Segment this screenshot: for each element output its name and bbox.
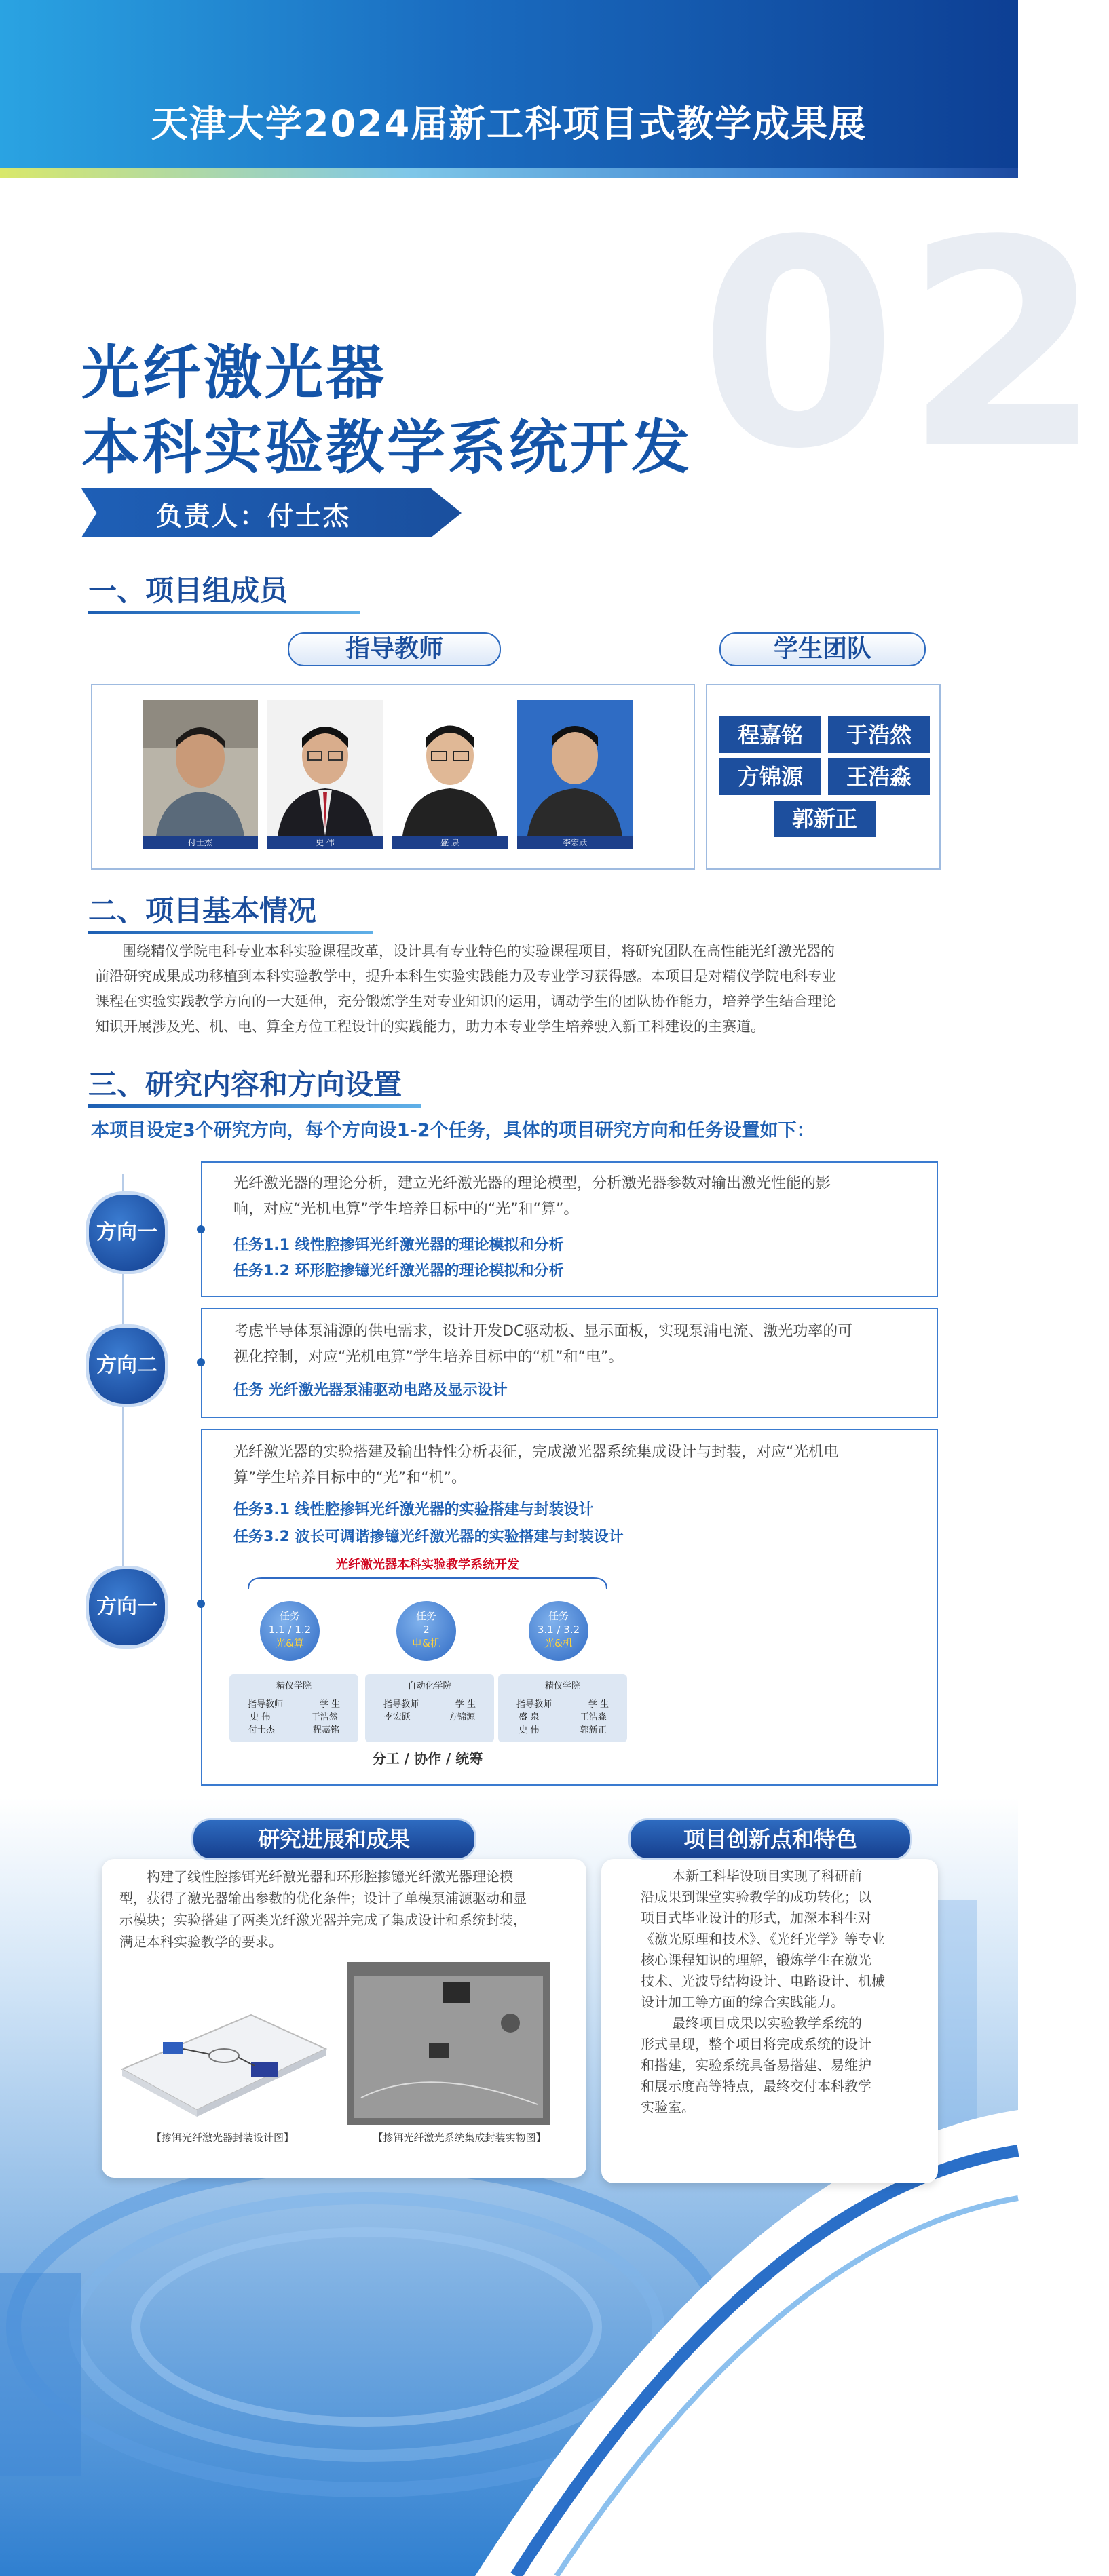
teacher-photo [143,700,258,849]
section2-line: 围绕精仪学院电科专业本科实验课程改革，设计具有专业特色的实验课程项目，将研究团队在高性能光纤激光器的 [122,943,835,959]
innovation-line: 技术、光波导结构设计、电路设计、机械 [641,1973,885,1989]
direction-desc-line: 光纤激光器的理论分析，建立光纤激光器的理论模型，分析激光器参数对输出激光性能的影 [233,1175,831,1192]
teacher-name: 史 伟 [267,836,383,849]
direction-desc [233,1319,852,1370]
task-node-number: 3.1 / 3.2 [537,1623,580,1636]
section2-line: 知识开展涉及光、机、电、算全方位工程设计的实践能力，助力本专业学生培养驶入新工科建设的主赛道。 [95,1018,765,1035]
student-badge: 于浩然 [828,716,930,753]
section3-underline [88,1104,421,1108]
innovation-line: 设计加工等方面的综合实践能力。 [641,1994,844,2010]
direction-desc-line: 考虑半导体泵浦源的供电需求，设计开发DC驱动板、显示面板，实现泵浦电流、激光功率的可 [233,1323,853,1340]
project-title-line1: 光纤激光器 [81,339,387,407]
task-node-tag: 光&机 [544,1637,573,1649]
task-item: 任务1.1 线性腔掺铒光纤激光器的理论模拟和分析 [233,1237,564,1254]
figure-caption-1: 【掺铒光纤激光器封装设计图】 [151,2132,294,2144]
teacher-photo [517,700,633,849]
team-member: 史 伟 [250,1712,271,1723]
team-card [229,1674,358,1742]
innovation-body [641,1866,933,2118]
laser-system-photo [347,1962,550,2125]
project-owner: 负责人：付士杰 [156,501,352,531]
task-item: 任务 光纤激光器泵浦驱动电路及显示设计 [233,1382,508,1399]
innovation-line: 和搭建，实验系统具备易搭建、易维护 [641,2057,871,2073]
team-member: 程嘉铭 [312,1725,339,1735]
diagram-brace [244,1571,611,1592]
project-number: 02 [699,180,1109,512]
direction-desc-line: 响，对应“光机电算”学生培养目标中的“光”和“算”。 [233,1201,579,1218]
teachers-label: 指导教师 [288,632,501,666]
teacher-name: 付士杰 [143,836,258,849]
section2-body [95,939,957,1039]
section3-heading: 三、研究内容和方向设置 [88,1068,402,1101]
section2-line: 前沿研究成果成功移植到本科实验教学中，提升本科生实验实践能力及专业学习获得感。本项目是对精仪学院电科专业 [95,968,836,984]
team-member: 王浩淼 [580,1712,607,1723]
progress-line: 构建了线性腔掺铒光纤激光器和环形腔掺镱光纤激光器理论模 [147,1868,513,1885]
task-node-tag: 电&机 [412,1637,440,1649]
students-label: 学生团队 [719,632,926,666]
header-banner [0,0,1018,178]
task-item: 任务3.1 线性腔掺铒光纤激光器的实验搭建与封装设计 [233,1501,594,1518]
teacher-portrait-image [143,700,258,836]
team-college: 精仪学院 [544,1681,580,1691]
teacher-portrait-image [267,700,383,836]
teacher-name: 盛 泉 [392,836,508,849]
student-badge: 方锦源 [719,758,821,795]
task-node-label: 任务 [548,1610,569,1622]
figure-caption-2: 【掺铒光纤激光系统集成封装实物图】 [373,2132,546,2144]
task-node [260,1601,320,1661]
task-node-tag: 光&算 [276,1637,304,1649]
innovation-line: 本新工科毕设项目实现了科研前 [672,1868,862,1884]
team-member: 史 伟 [519,1725,540,1735]
direction-desc-line: 算”学生培养目标中的“光”和“机”。 [233,1469,466,1486]
team-member: 盛 泉 [519,1712,540,1723]
team-member: 于浩然 [311,1712,338,1723]
task-node-label: 任务 [279,1610,300,1622]
team-college: 精仪学院 [276,1681,312,1691]
innovation-line: 《激光原理和技术》、《光纤光学》等专业 [641,1931,885,1947]
team-member: 李宏跃 [383,1712,411,1723]
student-badge: 王浩淼 [828,758,930,795]
innovation-line: 项目式毕业设计的形式，加深本科生对 [641,1910,871,1926]
direction-dot [197,1225,205,1233]
progress-line: 满足本科实验教学的要求。 [119,1934,282,1950]
task-node [529,1601,588,1661]
progress-body [119,1866,581,1953]
innovation-heading: 项目创新点和特色 [628,1818,912,1860]
team-member: 郭新正 [580,1725,607,1735]
innovation-line: 沿成果到课堂实验教学的成功转化；以 [641,1889,871,1905]
section2-heading: 二、项目基本情况 [88,894,317,927]
task-node-number: 1.1 / 1.2 [268,1623,312,1636]
direction-desc [233,1171,831,1223]
team-col-head: 学 生 [588,1699,609,1710]
header-stripe [0,168,1018,178]
team-col-head: 指导教师 [516,1699,552,1710]
team-member: 方锦源 [448,1712,475,1723]
teacher-name: 李宏跃 [517,836,633,849]
section1-underline [88,611,360,614]
section3-intro: 本项目设定3个研究方向，每个方向设1-2个任务，具体的项目研究方向和任务设置如下： [91,1120,815,1141]
task-item: 任务3.2 波长可调谐掺镱光纤激光器的实验搭建与封装设计 [233,1529,624,1545]
team-col-head: 指导教师 [247,1699,283,1710]
diagram-title: 光纤激光器本科实验教学系统开发 [336,1558,519,1572]
progress-line: 示模块；实验搭建了两类光纤激光器并完成了集成设计和系统封装， [119,1912,527,1928]
team-card [498,1674,627,1742]
direction-desc-line: 光纤激光器的实验搭建及输出特性分析表征，完成激光器系统集成设计与封装，对应“光机电 [233,1444,839,1461]
direction-dot [197,1600,205,1608]
project-title-line2: 本科实验教学系统开发 [81,414,692,482]
team-college: 自动化学院 [407,1681,452,1691]
team-member: 付士杰 [248,1725,275,1735]
teacher-portrait-image [517,700,633,836]
team-col-head: 指导教师 [383,1699,419,1710]
innovation-line: 和展示度高等特点，最终交付本科教学 [641,2078,871,2094]
task-node-label: 任务 [415,1610,436,1622]
laser-package-design-image [109,1967,333,2123]
progress-heading: 研究进展和成果 [191,1818,476,1860]
progress-line: 型，获得了激光器输出参数的优化条件；设计了单模泵浦源驱动和显 [119,1890,527,1906]
direction-desc [233,1440,838,1491]
innovation-line: 实验室。 [641,2099,695,2115]
section2-underline [88,931,373,934]
diagram-footer: 分工 / 协作 / 统筹 [372,1750,483,1767]
task-item: 任务1.2 环形腔掺镱光纤激光器的理论模拟和分析 [233,1263,564,1280]
teacher-photo [267,700,383,849]
section2-line: 课程在实验实践教学方向的一大延伸，充分锻炼学生对专业知识的运用，调动学生的团队协作能力，培养学生结合理论 [95,993,836,1010]
exhibition-title: 天津大学2024届新工科项目式教学成果展 [151,102,867,145]
direction-desc-line: 视化控制，对应“光机电算”学生培养目标中的“机”和“电”。 [233,1349,624,1366]
student-badge: 程嘉铭 [719,716,821,753]
team-col-head: 学 生 [319,1699,341,1710]
direction-badge: 方向一 [86,1566,168,1649]
teacher-portrait-image [392,700,508,836]
student-badge: 郭新正 [774,801,876,837]
direction-badge: 方向二 [86,1324,168,1407]
teacher-photo [392,700,508,849]
direction-badge: 方向一 [86,1191,168,1274]
direction-dot [197,1358,205,1366]
team-col-head: 学 生 [455,1699,476,1710]
innovation-line: 核心课程知识的理解，锻炼学生在激光 [641,1952,871,1968]
innovation-line: 最终项目成果以实验教学系统的 [672,2015,862,2031]
section1-heading: 一、项目组成员 [88,574,288,607]
task-node-number: 2 [423,1623,430,1636]
team-card [365,1674,494,1742]
innovation-line: 形式呈现，整个项目将完成系统的设计 [641,2036,871,2052]
task-node [396,1601,456,1661]
